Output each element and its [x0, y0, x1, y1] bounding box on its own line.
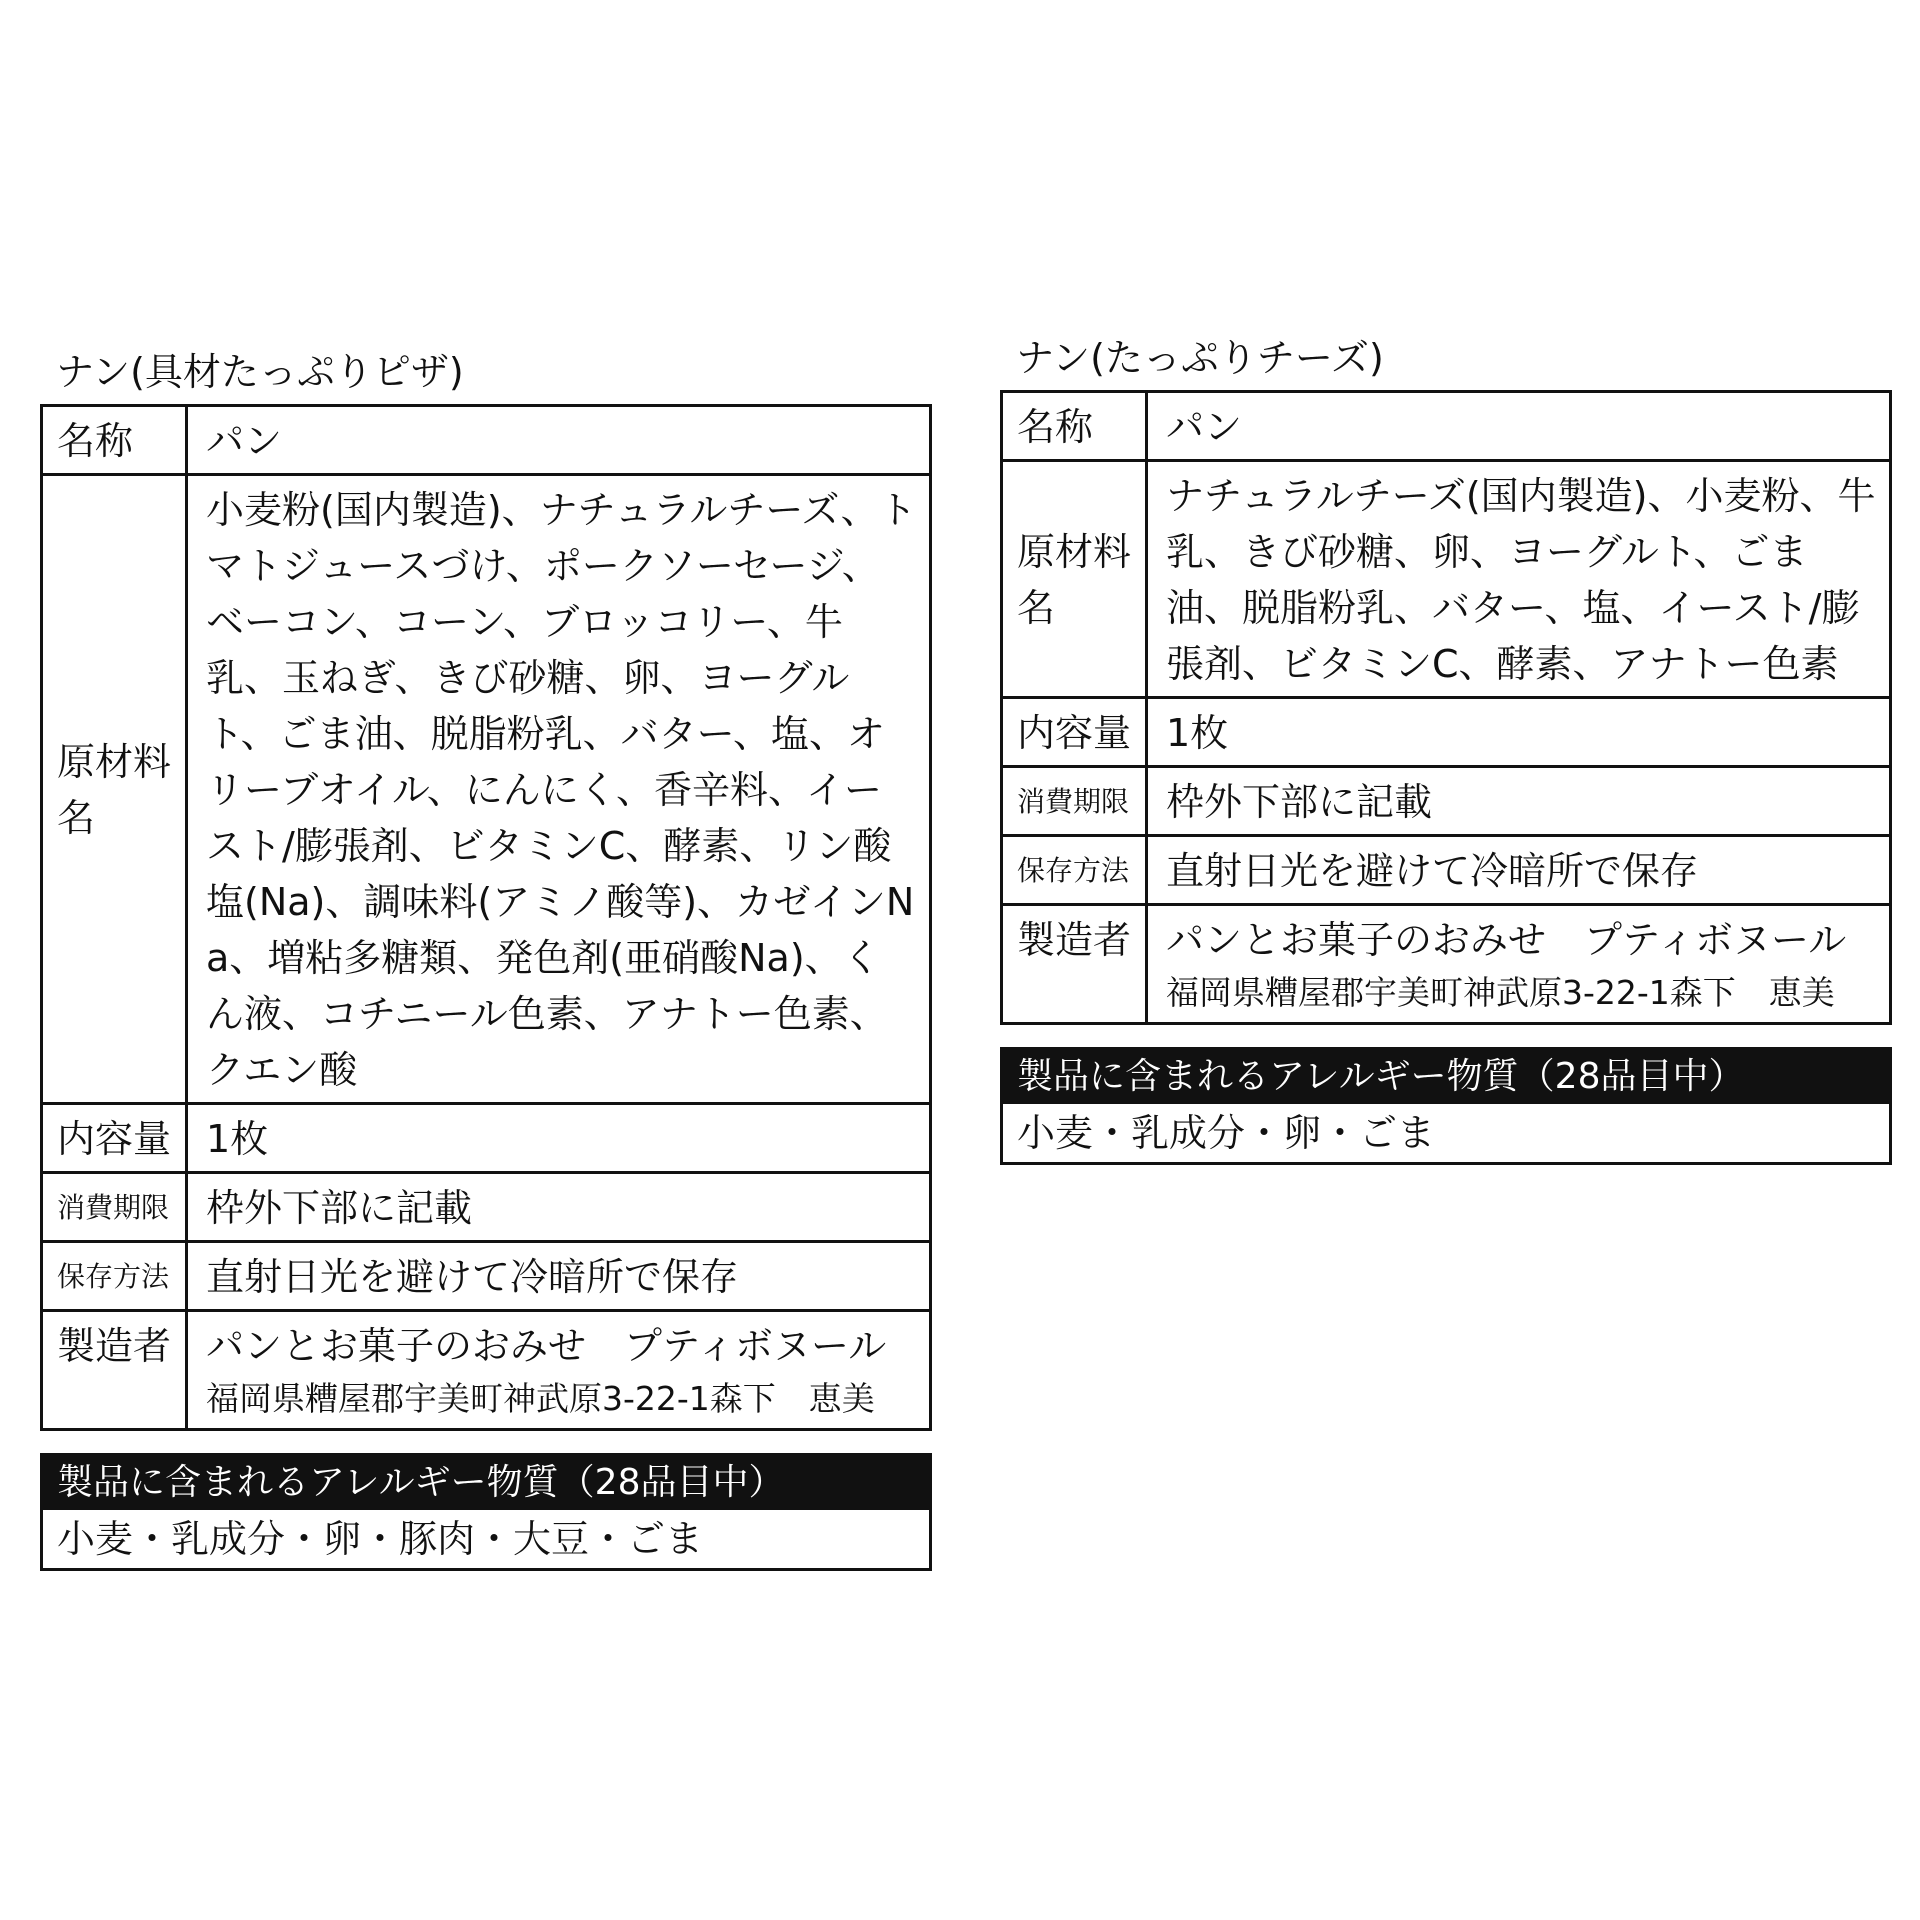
value-expiry: 枠外下部に記載 [1147, 767, 1891, 836]
value-manufacturer [187, 1311, 931, 1430]
row-expiry [1002, 767, 1891, 836]
manufacturer-name: パンとお菓子のおみせ プティボヌール [206, 1324, 887, 1368]
key-ingredients: 原材料名 [1002, 461, 1147, 698]
allergy-items: 小麦・乳成分・卵・ごま [1017, 1111, 1436, 1155]
allergy-heading: 製品に含まれるアレルギー物質（28品目中） [43, 1456, 929, 1510]
food-label-table [1000, 390, 1892, 1025]
allergy-box [40, 1453, 932, 1571]
product-title: ナン(たっぷりチーズ) [1016, 336, 1384, 380]
allergy-heading: 製品に含まれるアレルギー物質（28品目中） [1003, 1050, 1889, 1104]
key-storage: 保存方法 [42, 1242, 187, 1311]
key-name: 名称 [1002, 392, 1147, 461]
row-quantity [42, 1104, 931, 1173]
row-storage [1002, 836, 1891, 905]
row-manufacturer [1002, 905, 1891, 1024]
value-storage: 直射日光を避けて冷暗所で保存 [1147, 836, 1891, 905]
value-quantity: 1枚 [1147, 698, 1891, 767]
product-label-cheese [1000, 334, 1892, 1165]
value-manufacturer [1147, 905, 1891, 1024]
row-quantity [1002, 698, 1891, 767]
row-ingredients [1002, 461, 1891, 698]
key-name: 名称 [42, 406, 187, 475]
key-manufacturer: 製造者 [1002, 905, 1147, 1024]
key-quantity: 内容量 [1002, 698, 1147, 767]
food-label-table [40, 404, 932, 1431]
value-expiry: 枠外下部に記載 [187, 1173, 931, 1242]
row-name [42, 406, 931, 475]
row-expiry [42, 1173, 931, 1242]
product-title: ナン(具材たっぷりピザ) [56, 350, 464, 394]
row-storage [42, 1242, 931, 1311]
allergy-box [1000, 1047, 1892, 1165]
manufacturer-address: 福岡県糟屋郡宇美町神武原3-22-1森下 恵美 [206, 1379, 875, 1418]
value-storage: 直射日光を避けて冷暗所で保存 [187, 1242, 931, 1311]
key-expiry: 消費期限 [1002, 767, 1147, 836]
value-name: パン [187, 406, 931, 475]
key-manufacturer: 製造者 [42, 1311, 187, 1430]
value-ingredients: ナチュラルチーズ(国内製造)、小麦粉、牛乳、きび砂糖、卵、ヨーグルト、ごま油、脱脂粉乳、バター、塩、イースト/膨張剤、ビタミンC、酵素、アナトー色素 [1147, 461, 1891, 698]
key-ingredients: 原材料名 [42, 475, 187, 1104]
value-quantity: 1枚 [187, 1104, 931, 1173]
product-label-pizza [40, 348, 932, 1571]
row-name [1002, 392, 1891, 461]
key-quantity: 内容量 [42, 1104, 187, 1173]
key-storage: 保存方法 [1002, 836, 1147, 905]
key-expiry: 消費期限 [42, 1173, 187, 1242]
manufacturer-address: 福岡県糟屋郡宇美町神武原3-22-1森下 恵美 [1166, 973, 1835, 1012]
value-name: パン [1147, 392, 1891, 461]
row-manufacturer [42, 1311, 931, 1430]
allergy-items: 小麦・乳成分・卵・豚肉・大豆・ごま [57, 1517, 704, 1561]
value-ingredients: 小麦粉(国内製造)、ナチュラルチーズ、トマトジュースづけ、ポークソーセージ、ベーコン、コーン、ブロッコリー、牛乳、玉ねぎ、きび砂糖、卵、ヨーグルト、ごま油、脱脂粉乳、バター、塩、オリーブオイル、にんにく、香辛料、イースト/膨張剤、ビタミンC、酵素、リン酸塩(Na)、調味料(アミノ酸等)、カゼインNa、増粘多糖類、発色剤(亜硝酸Na)、くん液、コチニール色素、アナトー色素、クエン酸 [187, 475, 931, 1104]
row-ingredients [42, 475, 931, 1104]
manufacturer-name: パンとお菓子のおみせ プティボヌール [1166, 918, 1847, 962]
